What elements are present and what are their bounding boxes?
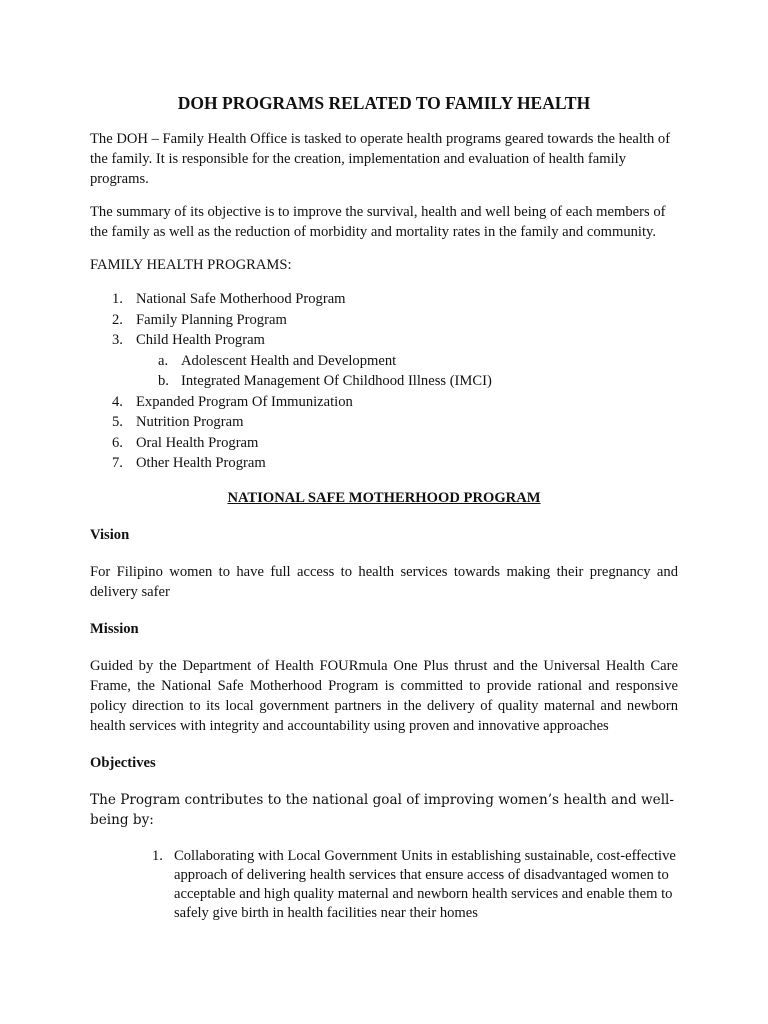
program-item <box>90 310 678 331</box>
program-number: 3. <box>112 332 123 348</box>
program-item <box>90 392 678 413</box>
program-number: 1. <box>112 291 123 307</box>
intro-paragraph: The DOH – Family Health Office is tasked to operate health programs geared towards the health of the family. It is responsible for the creation, implementation and evaluation of health family programs. <box>90 131 671 187</box>
program-item <box>90 289 678 310</box>
program-item <box>90 412 678 433</box>
program-number: 5. <box>112 414 123 430</box>
program-number: 7. <box>112 455 123 471</box>
document-page <box>90 92 678 923</box>
mission-text: Guided by the Department of Health FOURmula One Plus thrust and the Universal Health Care Frame, the National Safe Motherhood Program is committed to provide rational and responsive policy direction to its local government partners in the delivery of quality maternal and newborn health services with integrity and accountability using proven and innovative approaches <box>90 657 678 734</box>
program-label: Expanded Program Of Immunization <box>136 393 353 410</box>
program-subitem-label: Integrated Management Of Childhood Illness (IMCI) <box>181 373 492 389</box>
vision-heading: Vision <box>90 526 130 543</box>
mission-heading: Mission <box>90 620 139 637</box>
program-item <box>90 433 678 454</box>
objectives-intro: The Program contributes to the national goal of improving women’s health and well-being by: <box>90 791 674 828</box>
program-subitem <box>90 351 678 372</box>
program-item <box>90 453 678 474</box>
vision-text: For Filipino women to have full access to health services towards making their pregnancy and delivery safer <box>90 563 678 600</box>
programs-heading: FAMILY HEALTH PROGRAMS: <box>90 257 292 273</box>
program-subitem-letter: a. <box>158 352 169 369</box>
program-label: National Safe Motherhood Program <box>136 291 346 307</box>
program-subitem-letter: b. <box>158 373 169 389</box>
objectives-heading: Objectives <box>90 754 156 771</box>
program-number: 2. <box>112 311 123 328</box>
objective-text: Collaborating with Local Government Units in establishing sustainable, cost-effective approach of delivering health services that ensure access of disadvantaged women to acceptable and high quality maternal and newborn health services and enable them to safely give birth in health facilities near their homes <box>174 847 676 921</box>
program-label: Child Health Program <box>136 332 265 348</box>
program-label: Oral Health Program <box>136 434 259 451</box>
objective-number: 1. <box>152 847 163 864</box>
program-label: Family Planning Program <box>136 311 287 328</box>
program-label: Nutrition Program <box>136 414 244 430</box>
program-number: 4. <box>112 393 123 410</box>
program-subitem-label: Adolescent Health and Development <box>181 352 397 369</box>
program-label: Other Health Program <box>136 455 266 471</box>
objective-summary-paragraph: The summary of its objective is to improve the survival, health and well being of each members of the family as well as the reduction of morbidity and mortality rates in the family and community. <box>90 204 666 240</box>
objective-item <box>90 847 678 923</box>
program-number: 6. <box>112 434 123 451</box>
program-item <box>90 330 678 351</box>
document-title: DOH PROGRAMS RELATED TO FAMILY HEALTH <box>177 93 591 113</box>
program-subitem <box>90 371 678 392</box>
programs-list <box>90 289 678 474</box>
section-title: NATIONAL SAFE MOTHERHOOD PROGRAM <box>227 489 541 506</box>
